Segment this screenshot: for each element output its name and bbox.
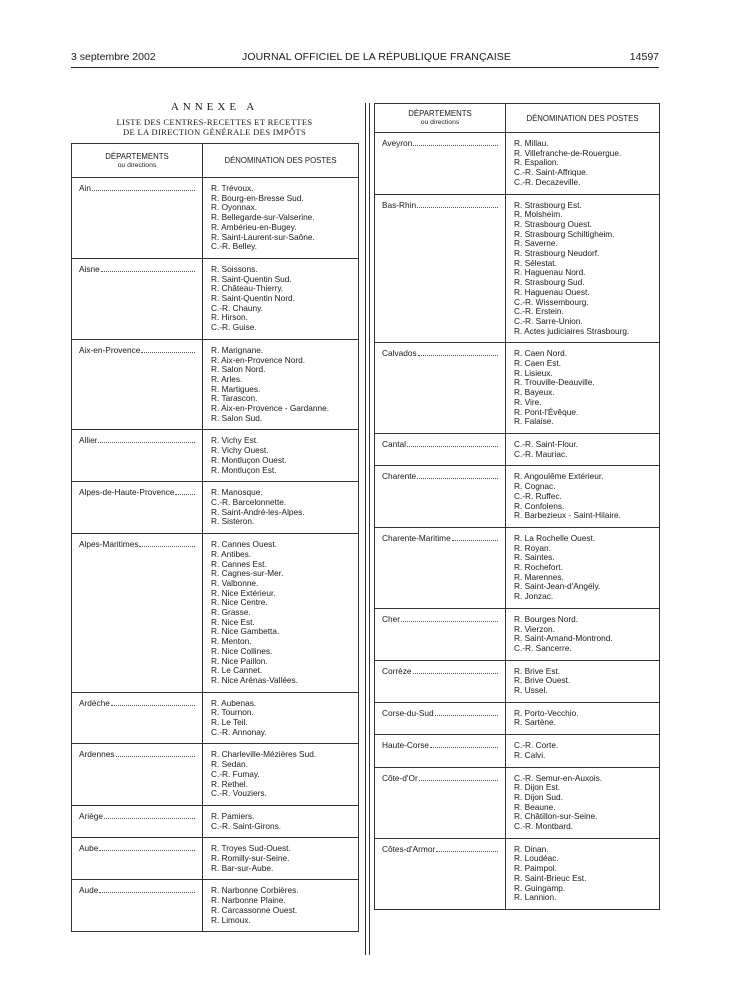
department-line: [382, 201, 501, 211]
dot-leader: [101, 271, 195, 272]
header-rule: [71, 67, 659, 68]
post-entry: R. Dijon Est.: [514, 782, 561, 793]
department-cell: [375, 735, 506, 767]
post-entry: R. Guingamp.: [514, 882, 566, 893]
posts-cell: [203, 482, 359, 534]
dot-leader: [452, 540, 498, 541]
post-entry: R. Bourges Nord.: [514, 613, 579, 624]
department-line: [79, 265, 198, 275]
post-entry: R. Lisieux.: [514, 367, 553, 378]
department-line: [382, 472, 501, 482]
table-row: [72, 430, 359, 482]
post-entry: R. Strasbourg Schiltigheim.: [514, 228, 615, 239]
table-row: [375, 838, 660, 909]
dot-leader: [98, 442, 195, 443]
post-entry: R. Beaune.: [514, 801, 556, 812]
post-entry: R. Aubenas.: [211, 697, 257, 708]
post-entry: R. Sedan.: [211, 759, 248, 770]
departments-header: [72, 144, 203, 178]
department-cell: [375, 343, 506, 434]
department-name: Aisne: [79, 264, 100, 274]
dot-leader: [99, 892, 195, 893]
department-name: Cher: [382, 614, 400, 624]
post-entry: R. Tournon.: [211, 707, 254, 718]
right-table-body: [375, 133, 660, 910]
departments-header-line2: ou directions: [420, 119, 460, 126]
dot-leader: [413, 145, 498, 146]
dot-leader: [104, 818, 195, 819]
department-name: Corrèze: [382, 666, 412, 676]
post-entry: R. Vichy Est.: [211, 435, 259, 446]
post-entry: R. Montluçon Est.: [211, 464, 277, 475]
table-row: [375, 466, 660, 528]
annexe-subtitle: [71, 117, 358, 137]
post-entry: R. Nice Est.: [211, 616, 255, 627]
posts-header: DÉNOMINATION DES POSTES: [203, 144, 359, 178]
posts-cell: [203, 534, 359, 693]
post-entry: C.-R. Corte.: [514, 740, 559, 751]
department-line: [382, 774, 501, 784]
post-entry: R. Saint-Jean-d'Angély.: [514, 581, 601, 592]
posts-cell: [203, 744, 359, 806]
department-cell: [72, 178, 203, 259]
table-row: [72, 339, 359, 430]
department-cell: [72, 838, 203, 880]
post-entry: R. Porto-Vecchio.: [514, 707, 579, 718]
post-entry: R. Caen Nord.: [514, 348, 568, 359]
department-line: [79, 488, 198, 498]
department-line: [79, 346, 198, 356]
department-cell: [72, 482, 203, 534]
dot-leader: [92, 190, 195, 191]
post-entry: R. Haguenau Nord.: [514, 267, 586, 278]
annexe-title: ANNEXE A: [170, 101, 259, 113]
department-cell: [72, 805, 203, 837]
department-name: Calvados: [382, 349, 417, 359]
post-entry: R. Haguenau Ouest.: [514, 286, 590, 297]
post-entry: R. Saint-Laurent-sur-Saône.: [211, 231, 315, 242]
post-entry: R. Dinan.: [514, 843, 549, 854]
post-entry: R. Molsheim.: [514, 209, 563, 220]
department-cell: [375, 702, 506, 734]
post-entry: R. Limoux.: [211, 914, 251, 925]
post-entry: R. Villefranche-de-Rouergue.: [514, 147, 622, 158]
table-row: [375, 608, 660, 660]
annexe-subtitle-line1: LISTE DES CENTRES-RECETTES ET RECETTES: [116, 117, 313, 127]
post-entry: R. Trouville-Deauville.: [514, 377, 595, 388]
department-name: Ariège: [79, 811, 103, 821]
post-entry: R. Tarascon.: [211, 393, 258, 404]
dot-leader: [417, 207, 498, 208]
department-name: Côtes-d'Armor: [382, 844, 436, 854]
department-name: Aude: [79, 886, 99, 896]
posts-cell: [506, 343, 660, 434]
post-entry: R. Cagnes-sur-Mer.: [211, 568, 284, 579]
post-entry: R. Jonzac.: [514, 591, 554, 602]
post-entry: R. Strasbourg Neudorf.: [514, 248, 600, 259]
post-entry: R. Nice Gambetta.: [211, 626, 280, 637]
department-name: Alpes-de-Haute-Provence: [79, 488, 175, 498]
department-name: Côte-d'Or: [382, 773, 418, 783]
dot-leader: [139, 546, 195, 547]
post-entry: R. Falaise.: [514, 416, 554, 427]
header-journal-title: JOURNAL OFFICIEL DE LA RÉPUBLIQUE FRANÇAISE: [242, 51, 511, 63]
post-entry: C.-R. Guise.: [211, 322, 257, 333]
departments-header-line1: DÉPARTEMENTS: [408, 109, 472, 118]
department-name: Ardèche: [79, 698, 110, 708]
post-entry: R. Grasse.: [211, 607, 251, 618]
post-entry: R. Cannes Est.: [211, 558, 267, 569]
post-entry: R. Saint-Brieuc Est.: [514, 872, 587, 883]
post-entry: R. Nice Centre.: [211, 597, 268, 608]
header-page-number: 14597: [629, 51, 659, 63]
post-entry: C.-R. Belley.: [211, 241, 257, 252]
posts-cell: [506, 735, 660, 767]
posts-cell: [203, 339, 359, 430]
department-name: Aube: [79, 844, 99, 854]
posts-cell: [506, 838, 660, 909]
dot-leader: [417, 478, 498, 479]
post-entry: C.-R. Vouziers.: [211, 788, 267, 799]
annexe-subtitle-line2: DE LA DIRECTION GÉNÉRALE DES IMPÔTS: [122, 127, 307, 137]
post-entry: R. Romilly-sur-Seine.: [211, 853, 290, 864]
post-entry: R. Brive Est.: [514, 665, 561, 676]
department-cell: [72, 534, 203, 693]
department-line: [382, 349, 501, 359]
post-entry: R. Millau.: [514, 138, 549, 148]
table-row: [72, 482, 359, 534]
post-entry: R. Angoulême Extérieur.: [514, 471, 604, 482]
post-entry: R. Charleville-Mézières Sud.: [211, 749, 317, 760]
department-name: Cantal: [382, 439, 406, 449]
post-entry: R. Ambérieu-en-Bugey.: [211, 221, 297, 232]
post-entry: R. Confolens.: [514, 500, 565, 511]
posts-cell: [203, 880, 359, 932]
posts-cell: [203, 178, 359, 259]
dot-leader: [419, 780, 498, 781]
post-entry: R. Trévoux.: [211, 183, 254, 193]
department-line: [382, 741, 501, 751]
table-row: [72, 692, 359, 744]
posts-cell: [506, 702, 660, 734]
department-cell: [375, 133, 506, 195]
departments-header: [375, 104, 506, 133]
post-entry: R. Saint-Quentin Sud.: [211, 273, 292, 284]
post-entry: R. Montluçon Ouest.: [211, 454, 287, 465]
post-entry: R. Saint-André-les-Alpes.: [211, 506, 305, 517]
department-name: Ain: [79, 184, 91, 193]
posts-cell: [506, 767, 660, 838]
post-entry: R. Salon Nord.: [211, 364, 266, 375]
department-name: Charente-Maritime: [382, 533, 451, 543]
post-entry: R. Pamiers.: [211, 810, 255, 821]
department-cell: [375, 527, 506, 608]
table-row: [72, 258, 359, 339]
post-entry: R. Hirson.: [211, 312, 248, 323]
dot-leader: [175, 494, 195, 495]
table-row: [375, 343, 660, 434]
dot-leader: [141, 352, 195, 353]
department-cell: [72, 692, 203, 744]
post-entry: R. Arles.: [211, 373, 243, 384]
department-name: Bas-Rhin: [382, 200, 417, 210]
right-table: [374, 103, 660, 910]
department-line: [79, 886, 198, 896]
department-cell: [375, 660, 506, 702]
post-entry: R. Saverne.: [514, 238, 558, 249]
post-entry: R. Vire.: [514, 396, 542, 407]
post-entry: C.-R. Fumay.: [211, 768, 260, 779]
post-entry: R. Vichy Ouest.: [211, 445, 269, 456]
column-separator: [369, 103, 370, 955]
post-entry: R. Lannion.: [514, 892, 557, 903]
department-name: Charente: [382, 472, 417, 482]
page-header: [0, 51, 753, 67]
posts-cell: [506, 527, 660, 608]
department-line: [382, 709, 501, 719]
post-entry: C.-R. Barcelonnette.: [211, 496, 287, 507]
posts-cell: [506, 660, 660, 702]
departments-header-line1: DÉPARTEMENTS: [105, 151, 169, 161]
post-entry: R. Bourg-en-Bresse Sud.: [211, 192, 304, 203]
post-entry: R. Strasbourg Ouest.: [514, 218, 592, 229]
dot-leader: [430, 747, 498, 748]
post-entry: C.-R. Saint-Flour.: [514, 438, 579, 449]
department-line: [79, 750, 198, 760]
post-entry: R. Barbezieux - Saint-Hilaire.: [514, 510, 621, 521]
post-entry: R. Calvi.: [514, 749, 546, 760]
department-cell: [375, 466, 506, 528]
department-cell: [72, 880, 203, 932]
post-entry: C.-R. Decazeville.: [514, 176, 581, 187]
department-cell: [72, 339, 203, 430]
post-entry: R. Bar-sur-Aube.: [211, 862, 274, 873]
post-entry: R. Nice Arénas-Vallées.: [211, 674, 298, 685]
dot-leader: [435, 715, 498, 716]
post-entry: R. Menton.: [211, 636, 252, 647]
post-entry: R. Caen Est.: [514, 358, 562, 369]
post-entry: R. Nice Paillon.: [211, 655, 268, 666]
post-entry: R. Bayeux.: [514, 387, 555, 398]
left-table: [71, 143, 359, 932]
posts-cell: [506, 466, 660, 528]
dot-leader: [401, 621, 498, 622]
department-cell: [72, 744, 203, 806]
dot-leader: [116, 756, 195, 757]
department-cell: [375, 767, 506, 838]
post-entry: R. Pont-l'Évêque.: [514, 406, 579, 417]
post-entry: R. Châtillon-sur-Seine.: [514, 811, 598, 822]
post-entry: C.-R. Ruffec.: [514, 490, 562, 501]
post-entry: R. Valbonne.: [211, 577, 259, 588]
department-line: [79, 812, 198, 822]
posts-cell: [203, 430, 359, 482]
post-entry: C.-R. Wissembourg.: [514, 296, 589, 307]
post-entry: R. Actes judiciaires Strasbourg.: [514, 325, 630, 336]
table-row: [72, 178, 359, 259]
department-line: [382, 667, 501, 677]
dot-leader: [418, 355, 498, 356]
table-row: [375, 194, 660, 343]
post-entry: C.-R. Montbard.: [514, 821, 574, 832]
department-line: [382, 139, 501, 149]
post-entry: R. Le Cannet.: [211, 665, 263, 676]
dot-leader: [413, 673, 498, 674]
post-entry: C.-R. Semur-en-Auxois.: [514, 772, 603, 783]
post-entry: R. Troyes Sud-Ouest.: [211, 843, 291, 854]
post-entry: R. Rochefort.: [514, 562, 563, 573]
table-row: [72, 744, 359, 806]
department-name: Allier: [79, 436, 98, 446]
post-entry: R. Manosque.: [211, 487, 263, 498]
table-row: [375, 527, 660, 608]
department-line: [79, 436, 198, 446]
posts-cell: [506, 133, 660, 195]
post-entry: R. Sartène.: [514, 717, 556, 728]
table-row: [375, 433, 660, 465]
post-entry: C.-R. Sancerre.: [514, 642, 572, 653]
posts-cell: [506, 608, 660, 660]
department-line: [79, 184, 198, 194]
dot-leader: [111, 705, 195, 706]
post-entry: R. Brive Ouest.: [514, 675, 571, 686]
post-entry: R. Dijon Sud.: [514, 791, 563, 802]
department-cell: [72, 258, 203, 339]
post-entry: R. Salon Sud.: [211, 412, 263, 423]
post-entry: R. La Rochelle Ouest.: [514, 532, 596, 543]
dot-leader: [436, 851, 498, 852]
department-cell: [375, 838, 506, 909]
post-entry: C.-R. Saint-Girons.: [211, 820, 282, 831]
table-row: [375, 133, 660, 195]
posts-cell: [203, 838, 359, 880]
post-entry: R. Royan.: [514, 542, 551, 553]
post-entry: R. Rethel.: [211, 778, 248, 789]
department-line: [382, 845, 501, 855]
post-entry: R. Carcassonne Ouest.: [211, 904, 298, 915]
post-entry: R. Aix-en-Provence - Gardanne.: [211, 403, 330, 414]
post-entry: R. Narbonne Plaine.: [211, 895, 286, 906]
table-row: [72, 880, 359, 932]
post-entry: R. Saint-Quentin Nord.: [211, 293, 295, 304]
post-entry: R. Saint-Amand-Montrond.: [514, 633, 613, 644]
departments-header-line2: ou directions: [117, 161, 157, 169]
department-name: Corse-du-Sud: [382, 708, 434, 718]
post-entry: C.-R. Saint-Affrique.: [514, 167, 589, 178]
column-separator: [365, 103, 366, 955]
department-cell: [375, 608, 506, 660]
post-entry: R. Marignane.: [211, 344, 264, 355]
post-entry: R. Strasbourg Est.: [514, 199, 582, 210]
post-entry: C.-R. Erstein.: [514, 306, 564, 317]
post-entry: R. Sélestat.: [514, 257, 557, 268]
post-entry: R. Cognac.: [514, 481, 556, 492]
post-entry: R. Cannes Ouest.: [211, 539, 277, 550]
department-line: [382, 440, 501, 450]
table-row: [72, 805, 359, 837]
department-line: [382, 615, 501, 625]
department-cell: [375, 433, 506, 465]
post-entry: R. Espalion.: [514, 157, 559, 168]
posts-header: DÉNOMINATION DES POSTES: [506, 104, 660, 133]
post-entry: R. Château-Thierry.: [211, 283, 284, 294]
post-entry: R. Le Teil.: [211, 717, 248, 728]
post-entry: R. Saintes.: [514, 552, 555, 563]
department-name: Aix-en-Provence: [79, 345, 141, 355]
dot-leader: [407, 446, 498, 447]
post-entry: R. Ussel.: [514, 685, 548, 696]
post-entry: R. Vierzon.: [514, 623, 555, 634]
posts-cell: [203, 258, 359, 339]
left-table-body: [72, 178, 359, 932]
posts-cell: [203, 805, 359, 837]
post-entry: C.-R. Chauny.: [211, 302, 263, 313]
post-entry: R. Strasbourg Sud.: [514, 277, 585, 288]
department-cell: [72, 430, 203, 482]
posts-cell: [506, 433, 660, 465]
post-entry: R. Martigues.: [211, 383, 261, 394]
dot-leader: [99, 850, 195, 851]
post-entry: R. Oyonnax.: [211, 202, 258, 213]
header-date: 3 septembre 2002: [71, 51, 156, 63]
department-cell: [375, 194, 506, 343]
post-entry: R. Bellegarde-sur-Valserine.: [211, 212, 315, 223]
post-entry: R. Soissons.: [211, 263, 258, 274]
table-row: [375, 735, 660, 767]
posts-cell: [203, 692, 359, 744]
post-entry: R. Loudéac.: [514, 853, 559, 864]
post-entry: R. Paimpol.: [514, 863, 557, 874]
post-entry: C.-R. Annonay.: [211, 726, 267, 737]
post-entry: R. Antibes.: [211, 548, 252, 559]
department-name: Haute-Corse: [382, 741, 430, 751]
post-entry: R. Aix-en-Provence Nord.: [211, 354, 306, 365]
department-line: [79, 844, 198, 854]
table-row: [375, 702, 660, 734]
post-entry: C.-R. Sarre-Union.: [514, 315, 583, 326]
department-line: [79, 540, 198, 550]
table-row: [72, 534, 359, 693]
department-name: Ardennes: [79, 750, 115, 760]
table-row: [72, 838, 359, 880]
department-name: Alpes-Maritimes: [79, 540, 139, 550]
post-entry: R. Marennes.: [514, 571, 564, 582]
department-name: Aveyron: [382, 139, 413, 148]
table-row: [375, 767, 660, 838]
post-entry: R. Nice Collines.: [211, 645, 273, 656]
department-line: [382, 534, 501, 544]
post-entry: R. Nice Extérieur.: [211, 587, 276, 598]
post-entry: R. Narbonne Corbières.: [211, 885, 299, 896]
table-row: [375, 660, 660, 702]
posts-cell: [506, 194, 660, 343]
department-line: [79, 699, 198, 709]
post-entry: R. Sisteron.: [211, 516, 255, 527]
post-entry: C.-R. Mauriac.: [514, 448, 568, 459]
